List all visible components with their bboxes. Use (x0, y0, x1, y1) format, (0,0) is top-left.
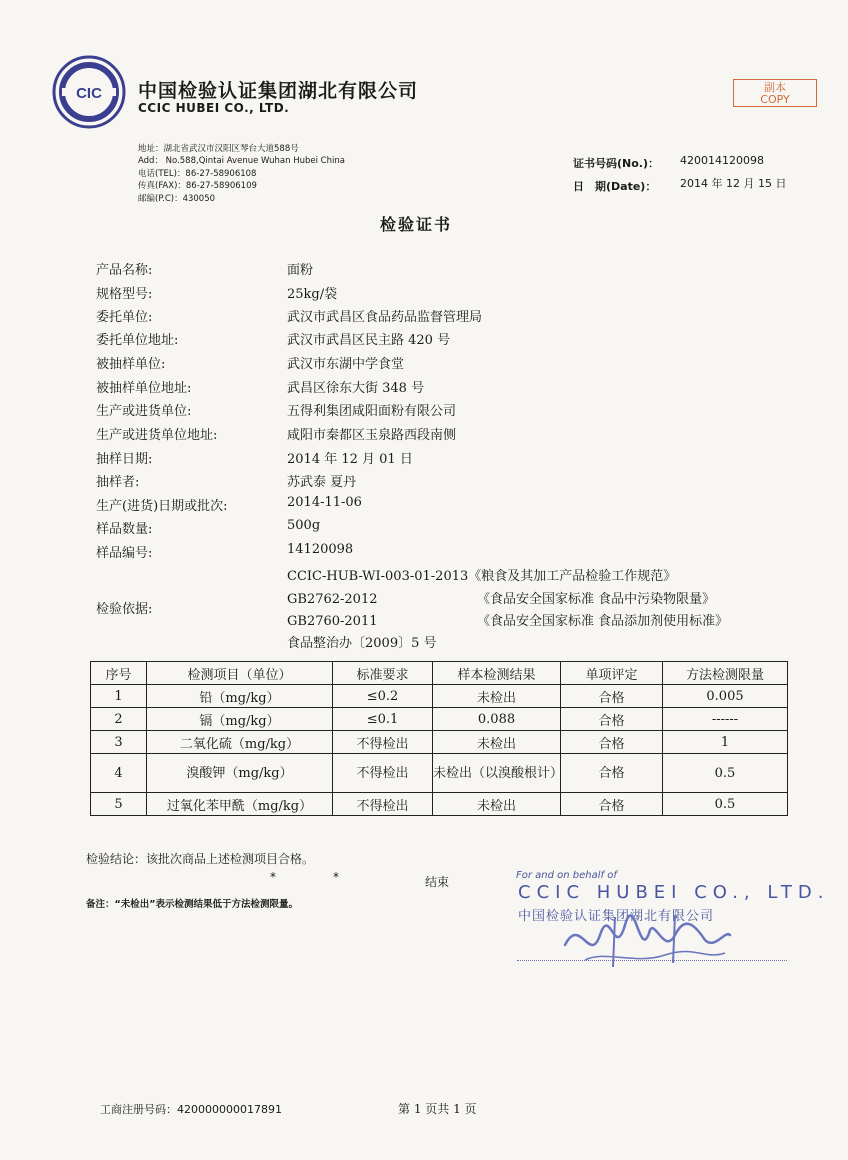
table-cell: ------ (663, 708, 788, 731)
table-row (91, 685, 788, 708)
basis-standard-name: 《粮食及其加工产品检验工作规范》 (468, 569, 677, 584)
stamp-for-line: For and on behalf of (516, 870, 617, 881)
table-cell: 2 (91, 708, 147, 731)
column-header: 序号 (91, 662, 147, 685)
table-cell: 5 (91, 793, 147, 816)
end-marker-star: * (270, 870, 276, 884)
basis-label: 检验依据: (96, 602, 153, 617)
column-header: 样本检测结果 (433, 662, 561, 685)
table-cell: 0.005 (663, 685, 788, 708)
field-label: 样品数量: (96, 522, 153, 537)
field-value: 面粉 (287, 263, 314, 278)
field-label: 生产或进货单位: (96, 404, 192, 419)
field-label: 样品编号: (96, 546, 153, 561)
field-value: 2014 年 12 月 01 日 (287, 452, 413, 467)
table-cell: 合格 (561, 685, 663, 708)
table-row (91, 754, 788, 793)
field-value: 苏武泰 夏丹 (287, 475, 357, 490)
table-cell: 0.088 (433, 708, 561, 731)
signature-line (517, 960, 787, 961)
field-value: 武汉市东湖中学食堂 (287, 357, 405, 372)
field-value: 武昌区徐东大街 348 号 (287, 381, 425, 396)
column-header: 标准要求 (333, 662, 433, 685)
basis-line (287, 565, 676, 584)
table-cell: 不得检出 (333, 793, 433, 816)
page-indicator: 第 1 页共 1 页 (398, 1102, 477, 1116)
basis-line (287, 588, 715, 607)
table-cell: 未检出 (433, 685, 561, 708)
field-label: 抽样日期: (96, 452, 153, 467)
registration-number: 工商注册号码：420000000017891 (100, 1103, 282, 1116)
field-label: 生产或进货单位地址: (96, 428, 218, 443)
signature-icon (555, 905, 735, 975)
field-value: 25kg/袋 (287, 287, 338, 302)
end-label: 结束 (425, 875, 450, 889)
column-header: 检测项目（单位） (147, 662, 333, 685)
field-value: 14120098 (287, 542, 354, 557)
field-label: 产品名称: (96, 263, 153, 278)
field-value: 武汉市武昌区民主路 420 号 (287, 333, 451, 348)
basis-code: GB2762-2012 (287, 592, 378, 607)
end-marker-star: * (333, 870, 339, 884)
table-cell: 镉（mg/kg） (147, 708, 333, 731)
date-value: 2014 年 12 月 15 日 (680, 177, 787, 190)
field-label: 被抽样单位地址: (96, 381, 192, 396)
field-value: 咸阳市秦都区玉泉路西段南侧 (287, 428, 457, 443)
table-cell: ≤0.2 (333, 685, 433, 708)
table-cell: 3 (91, 731, 147, 754)
table-row (91, 731, 788, 754)
field-value: 2014-11-06 (287, 495, 362, 510)
field-value: 五得利集团咸阳面粉有限公司 (287, 404, 457, 419)
table-cell: 未检出 (433, 731, 561, 754)
company-name-cn: 中国检验认证集团湖北有限公司 (138, 80, 419, 102)
table-cell: 0.5 (663, 793, 788, 816)
fax-line: 传真(FAX)：86-27-58906109 (138, 181, 257, 191)
stamp-company-en: CCIC HUBEI CO., LTD. (518, 882, 830, 903)
table-cell: 1 (91, 685, 147, 708)
table-cell: 0.5 (663, 754, 788, 793)
table-cell: 不得检出 (333, 731, 433, 754)
table-cell: 合格 (561, 793, 663, 816)
field-label: 抽样者: (96, 475, 140, 490)
column-header: 单项评定 (561, 662, 663, 685)
table-cell: 溴酸钾（mg/kg） (147, 754, 333, 793)
column-header: 方法检测限量 (663, 662, 788, 685)
address-line: Add： No.588,Qintai Avenue Wuhan Hubei China (138, 156, 345, 166)
field-value: 500g (287, 518, 321, 533)
field-label: 被抽样单位: (96, 357, 166, 372)
remark-text: 备注：“未检出”表示检测结果低于方法检测限量。 (86, 899, 298, 910)
table-cell: ≤0.1 (333, 708, 433, 731)
basis-code: GB2760-2011 (287, 614, 378, 629)
table-cell: 1 (663, 731, 788, 754)
stamp-company-cn: 中国检验认证集团湖北有限公司 (518, 909, 715, 924)
table-cell: 合格 (561, 731, 663, 754)
basis-line (287, 610, 728, 629)
table-header-row (91, 662, 788, 685)
table-row (91, 793, 788, 816)
basis-standard-name: 食品整治办〔2009〕5 号 (287, 636, 437, 651)
copy-badge (733, 79, 817, 107)
table-cell: 4 (91, 754, 147, 793)
phone-line: 电话(TEL)：86-27-58906108 (138, 169, 257, 179)
logo-text: CIC (76, 85, 102, 102)
copy-label-cn: 副本 (764, 81, 786, 94)
field-label: 委托单位: (96, 310, 153, 325)
table-cell: 合格 (561, 754, 663, 793)
ccic-logo-icon (52, 55, 126, 129)
table-row (91, 708, 788, 731)
field-label: 生产(进货)日期或批次: (96, 499, 228, 514)
table-cell: 二氧化硫（mg/kg） (147, 731, 333, 754)
address-line: 地址：湖北省武汉市汉阳区琴台大道588号 (138, 144, 299, 154)
table-cell: 不得检出 (333, 754, 433, 793)
postcode-line: 邮编(P.C)：430050 (138, 194, 216, 204)
basis-line (287, 632, 437, 651)
table-cell: 未检出（以溴酸根计） (433, 754, 561, 793)
date-label: 日 期(Date)： (573, 180, 657, 193)
field-label: 规格型号: (96, 287, 153, 302)
basis-code: CCIC-HUB-WI-003-01-2013 (287, 569, 469, 584)
field-value: 武汉市武昌区食品药品监督管理局 (287, 310, 483, 325)
cert-no-value: 420014120098 (680, 154, 764, 167)
table-cell: 铅（mg/kg） (147, 685, 333, 708)
basis-standard-name: 《食品安全国家标准 食品添加剂使用标准》 (477, 614, 729, 629)
company-name-en: CCIC HUBEI CO., LTD. (138, 101, 290, 115)
table-cell: 合格 (561, 708, 663, 731)
conclusion-text: 检验结论：该批次商品上述检测项目合格。 (86, 852, 315, 866)
document-title: 检验证书 (380, 215, 453, 234)
cert-no-label: 证书号码(No.)： (573, 157, 659, 170)
basis-standard-name: 《食品安全国家标准 食品中污染物限量》 (477, 592, 716, 607)
field-label: 委托单位地址: (96, 333, 179, 348)
table-cell: 未检出 (433, 793, 561, 816)
copy-label-en: COPY (760, 93, 790, 106)
table-cell: 过氧化苯甲酰（mg/kg） (147, 793, 333, 816)
results-table (90, 661, 788, 816)
